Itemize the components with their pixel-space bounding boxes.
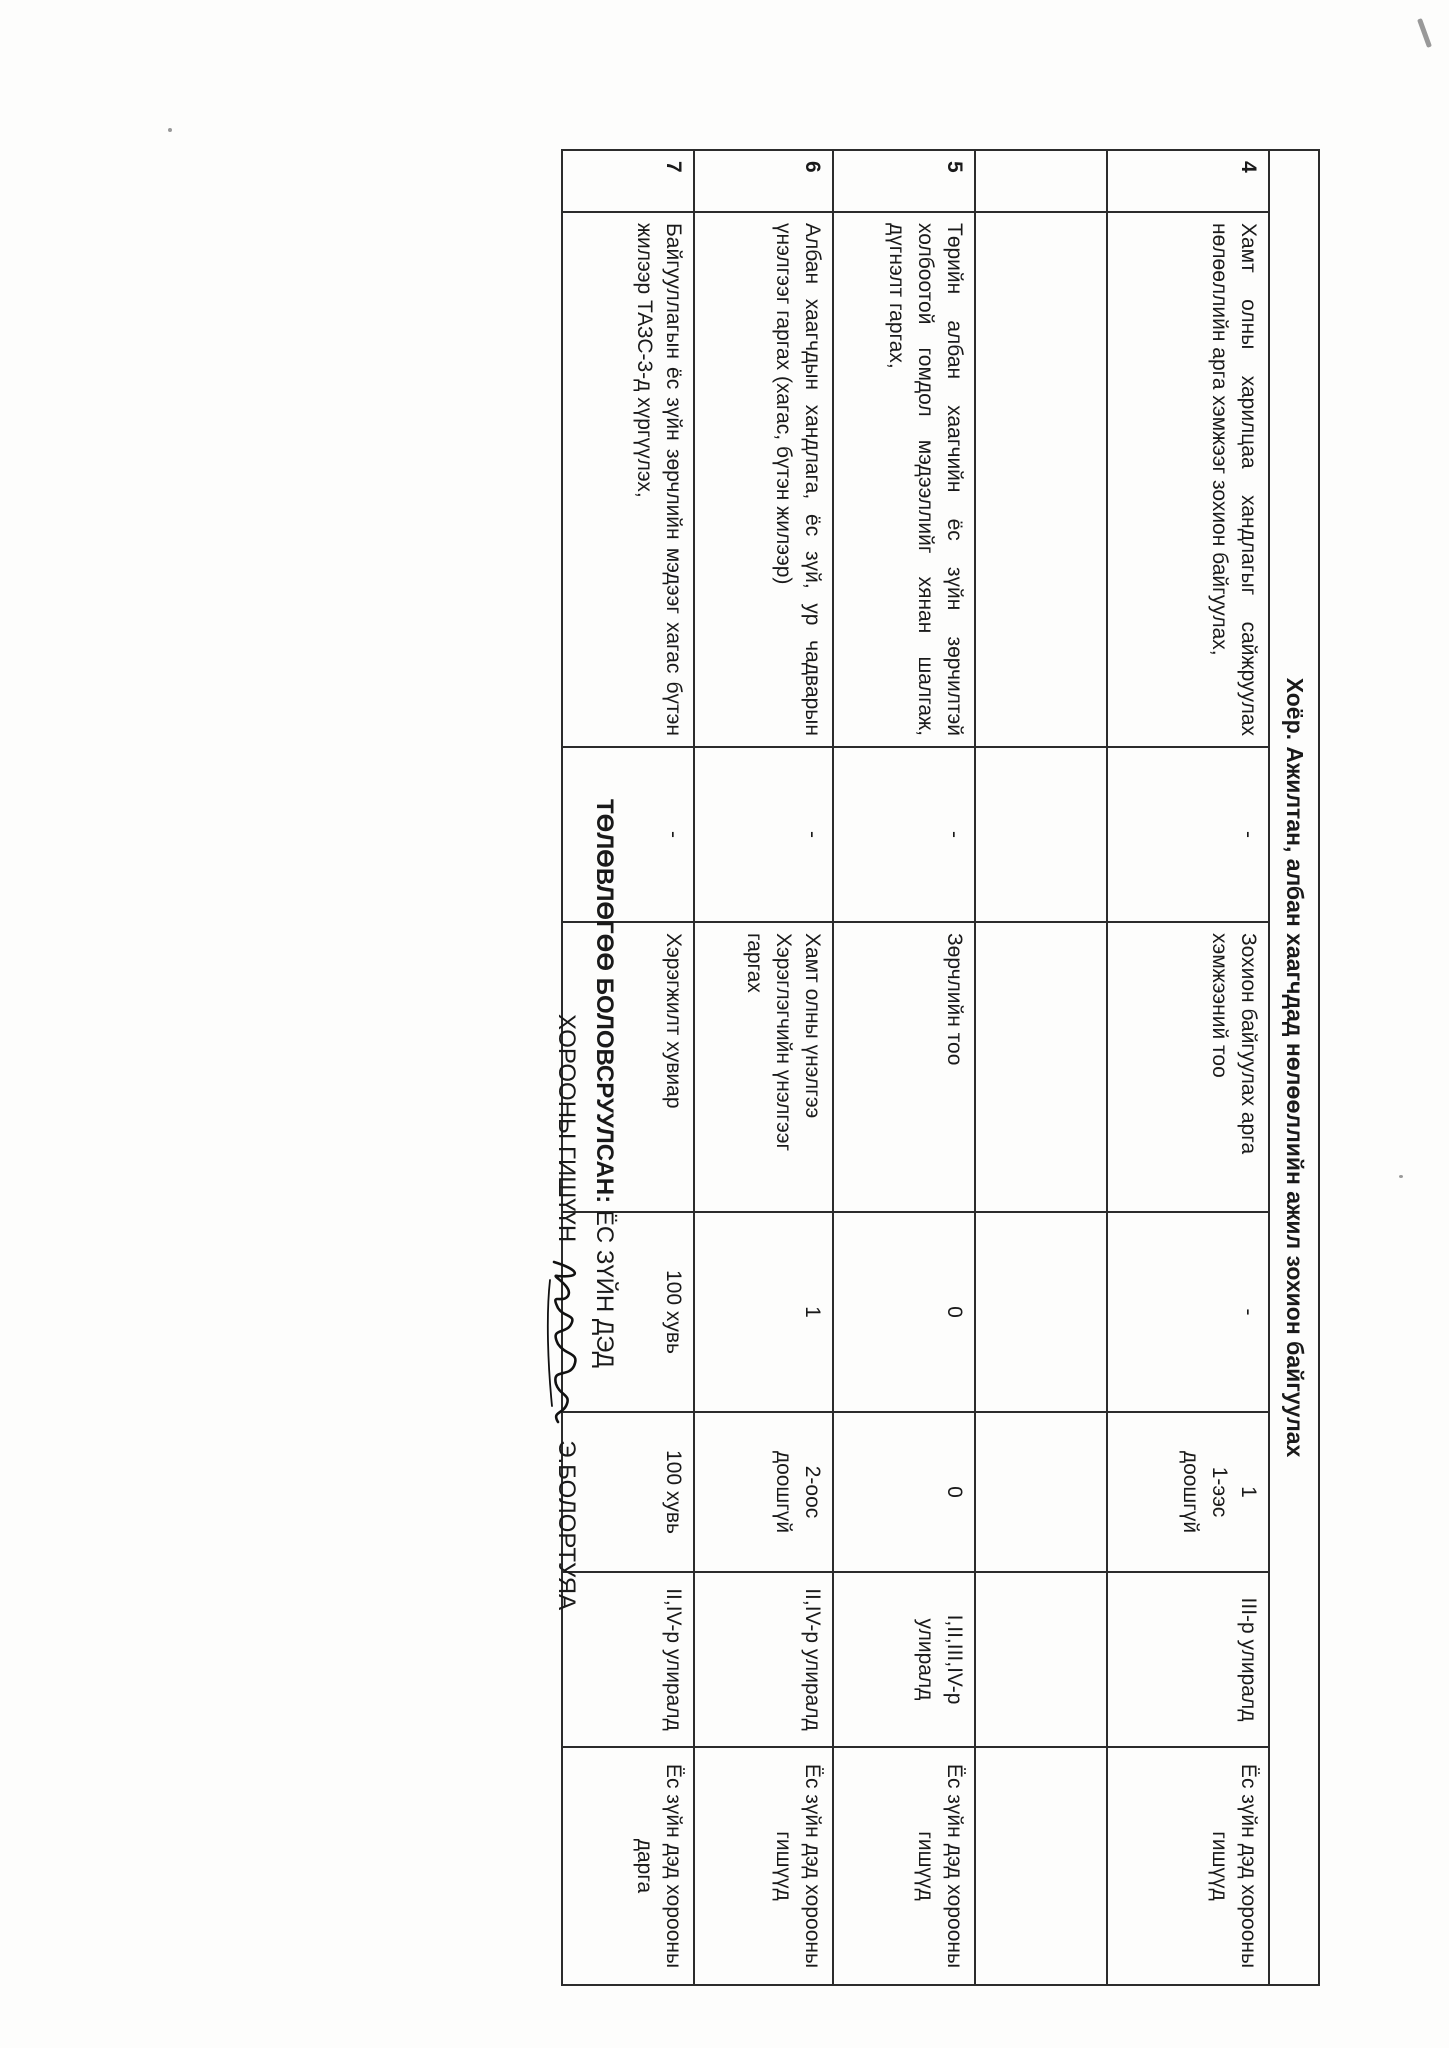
approval-footer	[544, 799, 620, 1899]
handwritten-signature	[544, 1256, 588, 1426]
row-number: 6	[694, 150, 833, 212]
start-level-cell: 100 хувь	[562, 1212, 694, 1412]
target-cell	[833, 1412, 975, 1572]
ethics-plan-table	[561, 149, 1320, 1986]
period-cell	[975, 1572, 1107, 1747]
period-cell: I,II,III,IV-р улиралд	[833, 1572, 975, 1747]
target-text: 1-ээс доошгүй	[1179, 1450, 1232, 1534]
baseline-cell: -	[833, 747, 975, 922]
indicator-cell: Хамт олны үнэлгээ Хэрэглэгчийн үнэлгээг гаргах	[694, 922, 833, 1212]
target-value: 1	[1237, 1486, 1261, 1498]
indicator-cell: Зохион байгуулах арга хэмжээний тоо	[1107, 922, 1269, 1212]
section-title: Хоёр. Ажилтан, албан хаагчдад нөлөөллийн ажил зохион байгуулах	[1269, 150, 1319, 1985]
prepared-by-line	[588, 799, 620, 1899]
table-row	[694, 150, 833, 1985]
position-line-2: ХОРООНЫ ГИШҮҮН	[552, 1014, 580, 1243]
table-row	[833, 150, 975, 1985]
start-level-cell: -	[1107, 1212, 1269, 1412]
signature-line	[544, 1014, 588, 1899]
start-level-cell: 1	[694, 1212, 833, 1412]
indicator-cell	[975, 922, 1107, 1212]
target-text: доошгүй	[772, 1450, 796, 1534]
target-cell	[1107, 1412, 1269, 1572]
section-title-row	[1269, 150, 1319, 1985]
rotated-document-sheet	[75, 19, 1375, 2029]
responsible-cell	[975, 1747, 1107, 1985]
prepared-label: ТӨЛӨВЛӨГӨӨ БОЛОВСРУУЛСАН:	[591, 799, 618, 1204]
baseline-cell: -	[1107, 747, 1269, 922]
signature-icon	[544, 1256, 588, 1426]
activity-cell: Төрийн албан хаагчийн ёс зүйн зөрчилтэй холбоотой гомдол мэдээллийг хянан шалгаж, дүгнэлт гаргах,	[833, 212, 975, 747]
activity-cell: Хамт олны харилцаа хандлагыг сайжруулах нөлөөллийн арга хэмжээг зохион байгуулах,	[1107, 212, 1269, 747]
target-value: 0	[943, 1486, 967, 1498]
start-level-cell	[975, 1212, 1107, 1412]
row-number: 4	[1107, 150, 1269, 212]
scan-speck	[1399, 1175, 1403, 1178]
indicator-cell: Зөрчлийн тоо	[833, 922, 975, 1212]
target-cell	[975, 1412, 1107, 1572]
scan-mark	[1417, 18, 1432, 48]
target-cell	[694, 1412, 833, 1572]
responsible-cell: Ёс зүйн дэд хорооны гишүүд	[694, 1747, 833, 1985]
responsible-cell: Ёс зүйн дэд хорооны гишүүд	[1107, 1747, 1269, 1985]
period-cell: II,IV-р улиралд	[562, 1572, 694, 1747]
row-number: 7	[562, 150, 694, 212]
baseline-cell: -	[694, 747, 833, 922]
baseline-cell: -	[562, 747, 694, 922]
activity-cell	[975, 212, 1107, 747]
indicator-cell: Хэрэгжилт хувиар	[562, 922, 694, 1212]
table-row	[1107, 150, 1269, 1985]
responsible-cell: Ёс зүйн дэд хорооны дарга	[562, 1747, 694, 1985]
signer-name: Э.БОЛОРТУЯА	[552, 1440, 580, 1611]
scan-speck	[168, 128, 172, 132]
target-value: 2-оос	[801, 1465, 825, 1519]
activity-cell: Байгууллагын ёс зүйн зөрчлийн мэдээг хагас бүтэн жилээр ТАЗС-3-д хүргүүлэх,	[562, 212, 694, 747]
row-number: 5	[833, 150, 975, 212]
start-level-cell: 0	[833, 1212, 975, 1412]
activity-cell: Албан хаагчдын хандлага, ёс зүй, ур чадварын үнэлгээг гаргах (хагас, бүтэн жилээр)	[694, 212, 833, 747]
period-cell: III-р улиралд	[1107, 1572, 1269, 1747]
position-line-1: ЁС ЗҮЙН ДЭД	[591, 1209, 618, 1368]
period-cell: II,IV-р улиралд	[694, 1572, 833, 1747]
target-value: 100 хувь	[662, 1450, 686, 1534]
responsible-cell: Ёс зүйн дэд хорооны гишүүд	[833, 1747, 975, 1985]
baseline-cell	[975, 747, 1107, 922]
row-number	[975, 150, 1107, 212]
table-row	[975, 150, 1107, 1985]
